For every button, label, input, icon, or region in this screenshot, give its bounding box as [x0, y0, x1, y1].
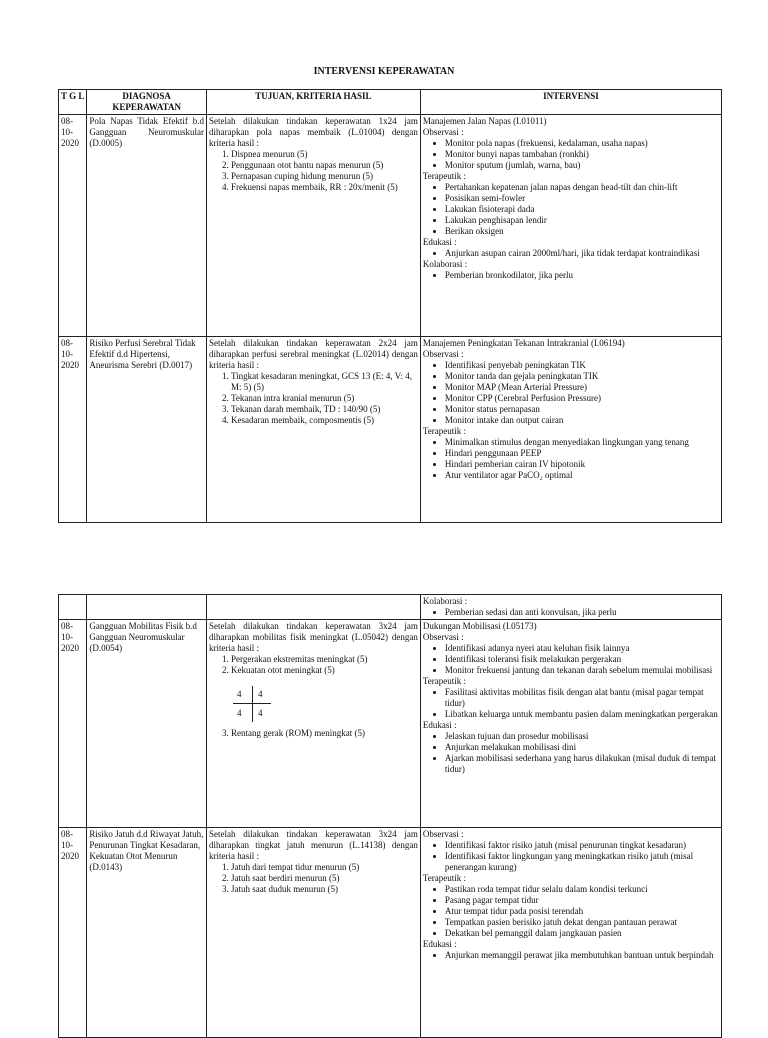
intervention-item: • Hindari pemberian cairan IV hipotonik [445, 459, 719, 470]
intervention-item: • Fasilitasi aktivitas mobilitas fisik dengan alat bantu (misal pagar tempat tidur) [445, 687, 719, 709]
goal-item: 3. Rentang gerak (ROM) meningkat (5) [231, 728, 418, 739]
intervention-title: Manajemen Peningkatan Tekanan Intrakranial (I.06194) [422, 337, 625, 348]
row-date: 08-10-2020 [59, 336, 87, 522]
intervention-item: • Monitor tanda dan gejala peningkatan TIK [445, 371, 719, 382]
goal-item: 4. Kesadaran membaik, composmentis (5) [231, 415, 418, 426]
intervention-table-2 [58, 594, 722, 1038]
row-intervention [420, 114, 721, 336]
row-date: 08-10-2020 [59, 114, 87, 336]
header-goal: TUJUAN, KRITERIA HASIL [206, 90, 420, 115]
intervention-item: • Monitor frekuensi jantung dan tekanan darah sebelum memulai mobilisasi [445, 665, 719, 676]
goal-item: 2. Penggunaan otot bantu napas menurun (5) [231, 160, 418, 171]
section-label: Edukasi : [422, 719, 457, 730]
intervention-item: • Tempatkan pasien berisiko jatuh dekat dengan pantauan perawat [445, 917, 719, 928]
goal-list [209, 654, 418, 676]
intervention-item: • Anjurkan memanggil perawat jika membutuhkan bantuan untuk berpindah [445, 950, 719, 961]
intervention-item: • Posisikan semi-fowler [445, 193, 719, 204]
intervention-item: • Dekatkan bel pemanggil dalam jangkauan pasien [445, 928, 719, 939]
intervention-item: • Atur ventilator agar PaCO₂ optimal [445, 470, 719, 481]
section-label: Observasi : [422, 348, 464, 359]
header-diagnosis: DIAGNOSA KEPERAWATAN [87, 90, 207, 115]
intervention-item: • Lakukan penghisapan lendir [445, 215, 719, 226]
row-intervention [420, 336, 721, 522]
intervention-item: • Ajarkan mobilisasi sederhana yang harus dilakukan (misal duduk di tempat tidur) [445, 753, 719, 775]
section-label: Kolaborasi : [422, 596, 468, 606]
document-title: INTERVENSI KEPERAWATAN [313, 66, 455, 77]
goal-item: 3. Jatuh saat duduk menurun (5) [231, 884, 418, 895]
muscle-value: 4 [236, 688, 242, 699]
row-goal [206, 619, 420, 827]
intervention-item: • Atur tempat tidur pada posisi terendah [445, 906, 719, 917]
intervention-item: • Pastikan roda tempat tidur selalu dalam kondisi terkunci [445, 884, 719, 895]
row-goal [206, 114, 420, 336]
row-goal [206, 827, 420, 1037]
table-row [59, 336, 722, 522]
section-label: Observasi : [422, 631, 464, 642]
intervention-item: • Minimalkan stimulus dengan menyediakan lingkungan yang tenang [445, 437, 719, 448]
intervention-item: • Lakukan fisioterapi dada [445, 204, 719, 215]
table-header-row [59, 90, 722, 115]
intervention-item: • Identifikasi toleransi fisik melakukan pergerakan [445, 654, 719, 665]
row-date: 08-10-2020 [59, 619, 87, 827]
intervention-item: • Monitor bunyi napas tambahan (ronkhi) [445, 149, 719, 160]
table-row [59, 827, 722, 1037]
section-label: Kolaborasi : [422, 258, 468, 269]
row-intervention [420, 827, 721, 1037]
goal-intro: Setelah dilakukan tindakan keperawatan 2x24 jam diharapkan perfusi serebral meningkat (L.02014) dengan kriteria hasil : [208, 337, 418, 370]
muscle-value: 4 [257, 707, 263, 718]
continuation-row [59, 595, 722, 620]
goal-intro: Setelah dilakukan tindakan keperawatan 1x24 jam diharapkan pola napas membaik (L.01004) dengan kriteria hasil : [208, 115, 418, 148]
intervention-item: • Pasang pagar tempat tidur [445, 895, 719, 906]
intervention-item: • Pemberian sedasi dan anti konvulsan, jika perlu [445, 607, 719, 618]
row-diagnosis: Gangguan Mobilitas Fisik b.d Gangguan Neuromuskular (D.0054) [87, 619, 207, 827]
section-label: Terapeutik : [422, 425, 466, 436]
intervention-item: • Pertahankan kepatenan jalan napas dengan head-tilt dan chin-lift [445, 182, 719, 193]
intervention-item: • Monitor sputum (jumlah, warna, bau) [445, 160, 719, 171]
goal-list [209, 149, 418, 193]
section-label: Terapeutik : [422, 872, 466, 883]
intervention-item: • Identifikasi adanya nyeri atau keluhan fisik lainnya [445, 643, 719, 654]
intervention-item: • Anjurkan asupan cairan 2000ml/hari, jika tidak terdapat kontraindikasi [445, 248, 719, 259]
intervention-item: • Pemberian bronkodilator, jika perlu [445, 270, 719, 281]
muscle-value: 4 [257, 688, 263, 699]
header-date: T G L [59, 90, 87, 115]
section-label: Edukasi : [422, 236, 457, 247]
goal-list [209, 371, 418, 426]
table-row [59, 619, 722, 827]
intervention-item: • Monitor status pernapasan [445, 404, 719, 415]
header-intervention: INTERVENSI [420, 90, 721, 115]
row-diagnosis: Risiko Jatuh d.d Riwayat Jatuh, Penurunan Tingkat Kesadaran, Kekuatan Otot Menurun (D.0143) [87, 827, 207, 1037]
section-label: Terapeutik : [422, 170, 466, 181]
goal-item: 3. Tekanan darah membaik, TD : 140/90 (5) [231, 404, 418, 415]
goal-item: 2. Kekuatan otot meningkat (5) [231, 665, 418, 676]
intervention-table-1 [58, 89, 722, 523]
goal-intro: Setelah dilakukan tindakan keperawatan 3x24 jam diharapkan tingkat jatuh menurun (L.14138) dengan kriteria hasil : [208, 828, 418, 861]
intervention-item: • Identifikasi penyebab peningkatan TIK [445, 360, 719, 371]
intervention-item: • Monitor intake dan output cairan [445, 415, 719, 426]
intervention-item: • Identifikasi faktor risiko jatuh (misal penurunan tingkat kesadaran) [445, 840, 719, 851]
muscle-strength-diagram [233, 686, 273, 722]
row-intervention [420, 619, 721, 827]
row-intervention [420, 595, 721, 620]
goal-item: 2. Tekanan intra kranial menurun (5) [231, 393, 418, 404]
goal-list [209, 728, 418, 739]
intervention-item: • Berikan oksigen [445, 226, 719, 237]
goal-list [209, 862, 418, 895]
section-label: Edukasi : [422, 938, 457, 949]
goal-item: 1. Jatuh dari tempat tidur menurun (5) [231, 862, 418, 873]
row-diagnosis: Pola Napas Tidak Efektif b.d Gangguan Neuromuskular (D.0005) [87, 114, 207, 336]
intervention-title: Dukungan Mobilisasi (I.05173) [422, 620, 537, 631]
table-row [59, 114, 722, 336]
goal-item: 3. Pernapasan cuping hidung menurun (5) [231, 171, 418, 182]
goal-item: 1. Dispnea menurun (5) [231, 149, 418, 160]
section-label: Observasi : [422, 126, 464, 137]
section-label: Observasi : [422, 828, 464, 839]
intervention-item: • Identifikasi faktor lingkungan yang meningkatkan risiko jatuh (misal penerangan kurang) [445, 851, 719, 873]
intervention-item: • Monitor CPP (Cerebral Perfusion Pressure) [445, 393, 719, 404]
intervention-item: • Jelaskan tujuan dan prosedur mobilisasi [445, 731, 719, 742]
goal-intro: Setelah dilakukan tindakan keperawatan 3x24 jam diharapkan mobilitas fisik meningkat (L.05042) dengan kriteria hasil : [208, 620, 418, 653]
row-goal [206, 336, 420, 522]
intervention-item: • Anjurkan melakukan mobilisasi dini [445, 742, 719, 753]
intervention-item: • Monitor MAP (Mean Arterial Pressure) [445, 382, 719, 393]
section-label: Terapeutik : [422, 675, 466, 686]
row-date: 08-10-2020 [59, 827, 87, 1037]
muscle-value: 4 [236, 707, 242, 718]
intervention-item: • Libatkan keluarga untuk membantu pasien dalam meningkatkan pergerakan [445, 709, 719, 720]
goal-item: 2. Jatuh saat berdiri menurun (5) [231, 873, 418, 884]
intervention-item: • Monitor pola napas (frekuensi, kedalaman, usaha napas) [445, 138, 719, 149]
row-diagnosis: Risiko Perfusi Serebral Tidak Efektif d.d Hipertensi, Aneurisma Serebri (D.0017) [87, 336, 207, 522]
intervention-title: Manajemen Jalan Napas (I.01011) [422, 115, 547, 126]
intervention-item: • Hindari penggunaan PEEP [445, 448, 719, 459]
goal-item: 1. Tingkat kesadaran meningkat, GCS 13 (E: 4, V: 4, M: 5) (5) [231, 371, 418, 393]
goal-item: 4. Frekuensi napas membaik, RR : 20x/menit (5) [231, 182, 418, 193]
goal-item: 1. Pergerakan ekstremitas meningkat (5) [231, 654, 418, 665]
